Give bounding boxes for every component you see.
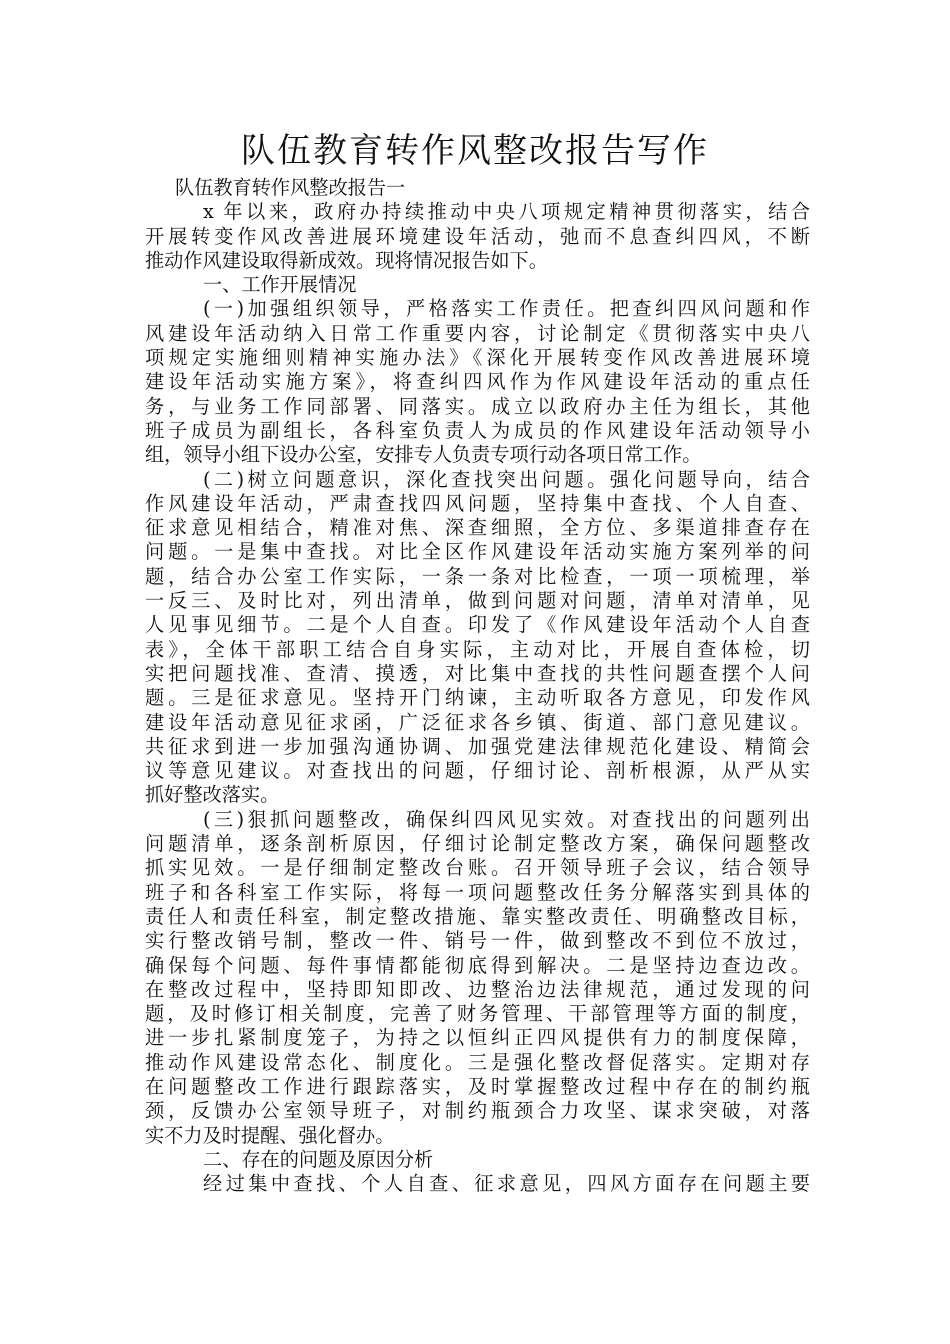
text-line: (一)加强组织领导，严格落实工作责任。把查纠四风问题和作 xyxy=(203,297,810,321)
document-body xyxy=(145,176,810,1196)
text-line: 推动作风建设取得新成效。现将情况报告如下。 xyxy=(145,248,548,272)
text-line: 推动作风建设常态化、制度化。三是强化整改督促落实。定期对存 xyxy=(145,1050,810,1074)
text-line: 务，与业务工作同部署、同落实。成立以政府办主任为组长，其他 xyxy=(145,394,810,418)
text-line: 征求意见相结合，精准对焦、深查细照，全方位、多渠道排查存在 xyxy=(145,516,810,540)
text-line: x 年以来，政府办持续推动中央八项规定精神贯彻落实，结合 xyxy=(203,200,810,224)
text-line: 抓实见效。一是仔细制定整改台账。召开领导班子会议，结合领导 xyxy=(145,856,810,880)
text-line: 责任人和责任科室，制定整改措施、靠实整改责任、明确整改目标， xyxy=(145,904,810,928)
text-line: 实把问题找准、查清、摸透，对比集中查找的共性问题查摆个人问 xyxy=(145,661,810,685)
text-line: 班子和各科室工作实际，将每一项问题整改任务分解落实到具体的 xyxy=(145,880,810,904)
text-line: 风建设年活动纳入日常工作重要内容，讨论制定《贯彻落实中央八 xyxy=(145,321,810,345)
text-line: 确保每个问题、每件事情都能彻底得到解决。二是坚持边查边改。 xyxy=(145,953,810,977)
text-line: 抓好整改落实。 xyxy=(145,783,280,807)
text-line: 题，结合办公室工作实际，一条一条对比检查，一项一项梳理，举 xyxy=(145,564,810,588)
text-line: 问题。一是集中查找。对比全区作风建设年活动实施方案列举的问 xyxy=(145,540,810,564)
text-line: 一反三、及时比对，列出清单，做到问题对问题，清单对清单，见 xyxy=(145,589,810,613)
text-line: 项规定实施细则精神实施办法》《深化开展转变作风改善进展环境 xyxy=(145,346,810,370)
text-line: (三)狠抓问题整改，确保纠四风见实效。对查找出的问题列出 xyxy=(203,807,810,831)
text-line: 开展转变作风改善进展环境建设年活动，弛而不息查纠四风，不断 xyxy=(145,224,810,248)
text-line: 在问题整改工作进行跟踪落实，及时掌握整改过程中存在的制约瓶 xyxy=(145,1074,810,1098)
text-line: 实行整改销号制，整改一件、销号一件，做到整改不到位不放过， xyxy=(145,929,810,953)
text-line: 共征求到进一步加强沟通协调、加强党建法律规范化建设、精简会 xyxy=(145,734,810,758)
text-line: 组，领导小组下设办公室，安排专人负责专项行动各项日常工作。 xyxy=(145,443,702,467)
text-line: 颈，反馈办公室领导班子，对制约瓶颈合力攻坚、谋求突破，对落 xyxy=(145,1099,810,1123)
text-line: 进一步扎紧制度笼子，为持之以恒纠正四风提供有力的制度保障， xyxy=(145,1026,810,1050)
text-line: 表》，全体干部职工结合自身实际，主动对比，开展自查体检，切 xyxy=(145,637,810,661)
text-line: 在整改过程中，坚持即知即改、边整治边法律规范，通过发现的问 xyxy=(145,977,810,1001)
text-line: 问题清单，逐条剖析原因，仔细讨论制定整改方案，确保问题整改 xyxy=(145,832,810,856)
text-line: 经过集中查找、个人自查、征求意见，四风方面存在问题主要 xyxy=(203,1172,810,1196)
text-line: 一、工作开展情况 xyxy=(203,273,357,297)
document-title: 队伍教育转作风整改报告写作 xyxy=(241,131,709,171)
text-line: 作风建设年活动，严肃查找四风问题，坚持集中查找、个人自查、 xyxy=(145,491,810,515)
text-line: (二)树立问题意识，深化查找突出问题。强化问题导向，结合 xyxy=(203,467,810,491)
text-line: 建设年活动实施方案》，将查纠四风作为作风建设年活动的重点任 xyxy=(145,370,810,394)
text-line: 人见事见细节。二是个人自查。印发了《作风建设年活动个人自查 xyxy=(145,613,810,637)
text-line: 题，及时修订相关制度，完善了财务管理、干部管理等方面的制度， xyxy=(145,1002,810,1026)
text-line: 班子成员为副组长，各科室负责人为成员的作风建设年活动领导小 xyxy=(145,418,810,442)
text-line: 建设年活动意见征求函，广泛征求各乡镇、街道、部门意见建议。 xyxy=(145,710,810,734)
text-line: 题。三是征求意见。坚持开门纳谏，主动听取各方意见，印发作风 xyxy=(145,686,810,710)
text-line: 实不力及时提醒、强化督办。 xyxy=(145,1123,395,1147)
text-line: 议等意见建议。对查找出的问题，仔细讨论、剖析根源，从严从实 xyxy=(145,759,810,783)
text-line: 队伍教育转作风整改报告一 xyxy=(175,176,406,199)
text-line: 二、存在的问题及原因分析 xyxy=(203,1147,434,1171)
